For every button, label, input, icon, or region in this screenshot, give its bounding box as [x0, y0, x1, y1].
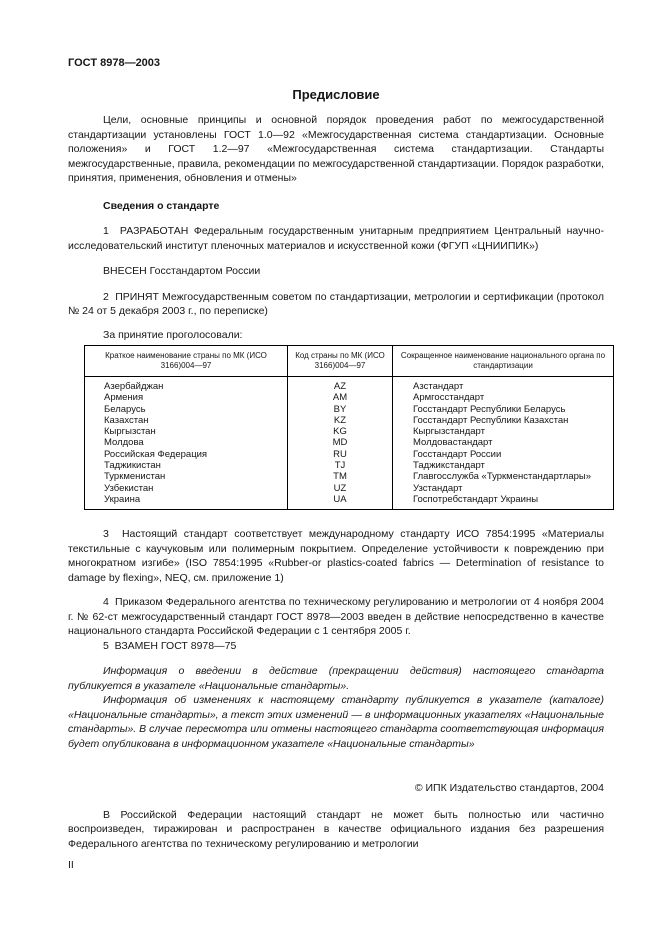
cell-code: KG — [288, 426, 393, 437]
table-row — [85, 404, 614, 415]
vote-table-header-body: Сокращенное наименование национального органа по стандартизации — [393, 346, 614, 377]
cell-country: Беларусь — [85, 404, 288, 415]
table-row — [85, 426, 614, 437]
table-row — [85, 471, 614, 482]
page-number: II — [68, 859, 74, 872]
table-row — [85, 494, 614, 510]
cell-country: Казахстан — [85, 415, 288, 426]
cell-code: MD — [288, 437, 393, 448]
cell-body: Молдовастандарт — [393, 437, 614, 448]
cell-body: Узстандарт — [393, 483, 614, 494]
cell-body: Азстандарт — [393, 377, 614, 393]
cell-country: Молдова — [85, 437, 288, 448]
copyright-line: © ИПК Издательство стандартов, 2004 — [414, 782, 604, 795]
cell-country: Украина — [85, 494, 288, 510]
paragraph-intro: Цели, основные принципы и основной порядок проведения работ по межгосударственной стандартизации установлены ГОСТ 1.0—92 «Межгосударственная система стандартизации. Основные положения» и ГОСТ 1.2—97 «Межгосударственная система стандартизации. Стандарты межгосударственные, правила, рекомендации по межгосударственной стандартизации. Порядок разработки, принятия, применения, обновления и отмены» — [68, 114, 604, 184]
cell-code: TM — [288, 471, 393, 482]
cell-code: UZ — [288, 483, 393, 494]
table-row — [85, 392, 614, 403]
cell-code: UA — [288, 494, 393, 510]
cell-body: Кыргызстандарт — [393, 426, 614, 437]
paragraph-submitted: ВНЕСЕН Госстандартом России — [103, 265, 261, 277]
table-row — [85, 415, 614, 426]
cell-body: Госстандарт Республики Беларусь — [393, 404, 614, 415]
cell-code: AZ — [288, 377, 393, 393]
table-row — [85, 437, 614, 448]
doc-code: ГОСТ 8978—2003 — [68, 57, 161, 69]
cell-country: Таджикистан — [85, 460, 288, 471]
paragraph-order: 4 Приказом Федерального агентства по техническому регулированию и метрологии от 4 ноября 2004 г. № 62-ст межгосударственный стандарт ГОСТ 8978—2003 введен в действие непосредственно в качестве национального стандарта Российской Федерации с 1 сентября 2005 г. — [68, 596, 604, 638]
cell-country: Азербайджан — [85, 377, 288, 393]
cell-code: AM — [288, 392, 393, 403]
cell-country: Кыргызстан — [85, 426, 288, 437]
cell-body: Госстандарт Республики Казахстан — [393, 415, 614, 426]
vote-table-header-code: Код страны по МК (ИСО 3166)004—97 — [288, 346, 393, 377]
cell-code: RU — [288, 449, 393, 460]
cell-country: Армения — [85, 392, 288, 403]
cell-body: Таджикстандарт — [393, 460, 614, 471]
cell-body: Госпотребстандарт Украины — [393, 494, 614, 510]
table-row — [85, 483, 614, 494]
vote-table-header-country: Краткое наименование страны по МК (ИСО 3166)004—97 — [85, 346, 288, 377]
cell-country: Туркменистан — [85, 471, 288, 482]
notice-amendments: Информация об изменениях к настоящему стандарту публикуется в указателе (каталоге) «Национальные стандарты», а текст этих изменений — в информационных указателях «Национальные стандарты». В случае пересмотра или отмены настоящего стандарта соответствующая информация будет опубликована в информационном указателе «Национальные стандарты» — [68, 694, 604, 750]
paragraph-restriction: В Российской Федерации настоящий стандарт не может быть полностью или частично воспроизведен, тиражирован и распространен в качестве официального издания без разрешения Федерального агентства по техническому регулированию и метрологии — [68, 808, 604, 850]
vote-lead: За принятие проголосовали: — [103, 328, 243, 341]
vote-table-header — [85, 346, 614, 377]
table-row — [85, 377, 614, 393]
notice-enactment: Информация о введении в действие (прекращении действия) настоящего стандарта публикуется в указателе «Национальные стандарты». — [68, 665, 604, 692]
cell-country: Российская Федерация — [85, 449, 288, 460]
cell-body: Армгосстандарт — [393, 392, 614, 403]
cell-code: TJ — [288, 460, 393, 471]
page-title: Предисловие — [292, 87, 380, 102]
cell-code: KZ — [288, 415, 393, 426]
cell-body: Госстандарт России — [393, 449, 614, 460]
table-row — [85, 449, 614, 460]
paragraph-correspondence: 3 Настоящий стандарт соответствует международному стандарту ИСО 7854:1995 «Материалы текстильные с каучуковым или полимерным покрытием. Определение устойчивости к повреждению при многократном изгибе» (ISO 7854:1995 «Rubber-or plastics-coated fabrics — Determination of resistance to damage by flexing», NEQ, см. приложение 1) — [68, 528, 604, 584]
section-heading-standard-info: Сведения о стандарте — [103, 199, 220, 212]
cell-country: Узбекистан — [85, 483, 288, 494]
table-row — [85, 460, 614, 471]
paragraph-adopted: 2 ПРИНЯТ Межгосударственным советом по стандартизации, метрологии и сертификации (протокол № 24 от 5 декабря 2003 г., по переписке) — [68, 290, 604, 317]
vote-table — [84, 345, 614, 510]
cell-body: Главгосслужба «Туркменстандартлары» — [393, 471, 614, 482]
paragraph-developed: 1 РАЗРАБОТАН Федеральным государственным унитарным предприятием Центральный научно-исследовательский институт пленочных материалов и искусственной кожи (ФГУП «ЦНИИПИК») — [68, 225, 604, 252]
cell-code: BY — [288, 404, 393, 415]
paragraph-replaces: 5 ВЗАМЕН ГОСТ 8978—75 — [103, 639, 237, 652]
